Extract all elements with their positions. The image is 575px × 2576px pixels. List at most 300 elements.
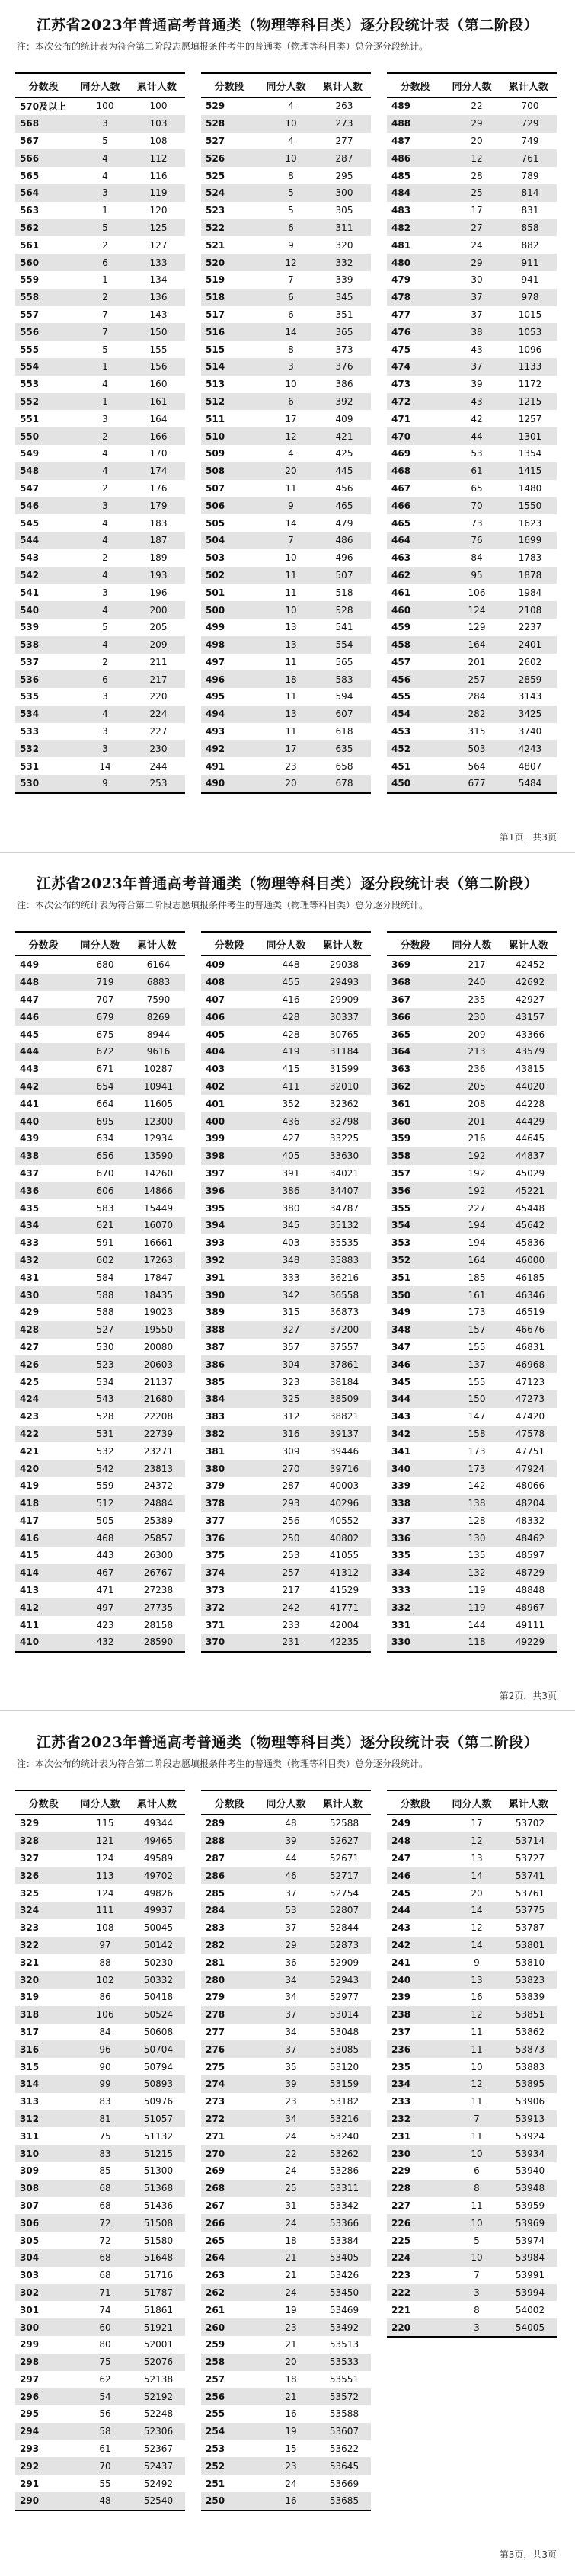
page-note: 注：本次公布的统计表为符合第二阶段志愿填报条件考生的普通类（物理等科目类）总分逐分段统计。 (17, 900, 429, 910)
cumulative-cell: 31599 (329, 1064, 359, 1075)
count-cell: 185 (468, 1272, 486, 1283)
cumulative-cell: 53913 (515, 2113, 545, 2124)
cumulative-cell: 150 (149, 326, 168, 338)
cumulative-cell: 23813 (143, 1463, 174, 1474)
count-cell: 6 (288, 309, 294, 320)
score-cell: 379 (206, 1480, 225, 1492)
score-cell: 562 (20, 222, 40, 233)
count-cell: 157 (468, 1324, 486, 1336)
cumulative-cell: 48729 (515, 1567, 545, 1579)
score-cell: 415 (20, 1550, 40, 1561)
cumulative-cell: 911 (521, 257, 539, 268)
cumulative-cell: 47751 (515, 1445, 545, 1457)
count-cell: 3 (102, 500, 108, 511)
count-cell: 29 (471, 118, 483, 130)
table-row (15, 427, 185, 445)
count-cell: 100 (96, 101, 114, 112)
cumulative-cell: 50524 (143, 2009, 174, 2021)
score-cell: 475 (391, 344, 411, 355)
table-body (387, 956, 557, 1653)
table-row (387, 1026, 557, 1043)
table-row (15, 115, 185, 133)
score-cell: 467 (391, 482, 411, 494)
count-cell: 39 (471, 379, 483, 390)
table-row (15, 1112, 185, 1130)
cumulative-cell: 479 (335, 517, 353, 529)
cumulative-cell: 9616 (146, 1046, 171, 1058)
score-cell: 466 (391, 500, 411, 511)
table-row (387, 2127, 557, 2145)
score-cell: 513 (206, 379, 225, 390)
table-row (15, 2457, 185, 2475)
count-cell: 42 (471, 413, 483, 424)
table-row (15, 1269, 185, 1286)
table-row (201, 1355, 371, 1373)
count-cell: 194 (468, 1237, 486, 1249)
count-cell: 135 (468, 1550, 486, 1561)
table-row (387, 184, 557, 202)
count-cell: 38 (471, 326, 483, 338)
score-cell: 242 (391, 1939, 411, 1950)
table-row (15, 1512, 185, 1530)
cumulative-cell: 39137 (329, 1428, 359, 1439)
count-cell: 111 (96, 1905, 114, 1916)
count-cell: 2 (102, 656, 108, 667)
score-cell: 220 (391, 2322, 411, 2333)
cumulative-cell: 287 (335, 152, 353, 164)
score-cell: 436 (20, 1185, 40, 1196)
cumulative-cell: 166 (149, 430, 168, 442)
count-cell: 530 (96, 1341, 114, 1352)
cumulative-cell: 52001 (143, 2339, 174, 2350)
cumulative-cell: 42235 (329, 1637, 359, 1648)
table-row (387, 1147, 557, 1165)
score-cell: 450 (391, 778, 411, 789)
count-cell: 121 (96, 1835, 114, 1847)
table-row (201, 1547, 371, 1564)
table-row (15, 1867, 185, 1884)
table-row (15, 2040, 185, 2058)
count-cell: 37 (285, 1922, 297, 1934)
count-cell: 164 (468, 639, 486, 651)
cumulative-cell: 14260 (143, 1167, 174, 1179)
count-cell: 1 (102, 274, 108, 286)
count-cell: 345 (282, 1220, 300, 1231)
table-row (15, 670, 185, 688)
cumulative-cell: 53984 (515, 2252, 545, 2264)
count-cell: 128 (468, 1515, 486, 1526)
cumulative-cell: 34021 (329, 1167, 359, 1179)
score-cell: 438 (20, 1150, 40, 1162)
count-cell: 236 (468, 1064, 486, 1075)
score-cell: 519 (206, 274, 225, 286)
count-cell: 348 (282, 1254, 300, 1266)
count-cell: 20 (471, 1887, 483, 1899)
count-cell: 527 (96, 1324, 114, 1336)
cumulative-cell: 53469 (329, 2304, 359, 2315)
count-cell: 53 (471, 448, 483, 459)
table-row (15, 1564, 185, 1582)
cumulative-cell: 311 (335, 222, 353, 233)
count-cell: 142 (468, 1480, 486, 1492)
count-cell: 497 (96, 1602, 114, 1613)
cumulative-cell: 53182 (329, 2096, 359, 2107)
score-cell: 285 (206, 1887, 225, 1899)
table-row (387, 1390, 557, 1408)
count-cell: 672 (96, 1046, 114, 1058)
score-cell: 373 (206, 1585, 225, 1596)
table-row (201, 2024, 371, 2041)
table-row (387, 1304, 557, 1321)
cumulative-cell: 320 (335, 239, 353, 251)
count-cell: 503 (468, 743, 486, 754)
score-cell: 509 (206, 448, 225, 459)
count-cell: 3 (474, 2286, 480, 2298)
count-cell: 528 (96, 1411, 114, 1422)
count-cell: 34 (285, 1974, 297, 1986)
table-row (15, 1598, 185, 1616)
score-cell: 511 (206, 413, 225, 424)
table-row (201, 1512, 371, 1530)
cumulative-cell: 295 (335, 170, 353, 181)
table-row (201, 2214, 371, 2232)
score-cell: 264 (206, 2252, 225, 2264)
score-cell: 474 (391, 361, 411, 373)
count-cell: 25 (285, 2183, 297, 2194)
table-row (387, 427, 557, 445)
cumulative-cell: 24372 (143, 1480, 174, 1492)
count-cell: 235 (468, 994, 486, 1005)
table-row (201, 2492, 371, 2510)
count-cell: 11 (285, 656, 297, 667)
cumulative-cell: 26300 (143, 1550, 174, 1561)
score-cell: 563 (20, 205, 40, 216)
cumulative-cell: 37557 (329, 1341, 359, 1352)
cumulative-cell: 53262 (329, 2148, 359, 2159)
cumulative-cell: 53969 (515, 2217, 545, 2229)
table-row (15, 974, 185, 991)
score-cell: 419 (20, 1480, 40, 1492)
count-cell: 28 (471, 170, 483, 181)
cumulative-cell: 29909 (329, 994, 359, 1005)
table-row (387, 1061, 557, 1078)
table-column-3 (387, 931, 557, 1653)
score-cell: 555 (20, 344, 40, 355)
table-row (15, 1426, 185, 1443)
score-cell: 447 (20, 994, 40, 1005)
count-cell: 48 (285, 1818, 297, 1829)
score-cell: 422 (20, 1428, 40, 1439)
table-row (201, 1043, 371, 1061)
score-cell: 540 (20, 604, 40, 616)
table-row (15, 757, 185, 775)
table-row (15, 1937, 185, 1954)
table-row (201, 740, 371, 757)
cumulative-cell: 1550 (518, 500, 542, 511)
cumulative-cell: 8944 (146, 1029, 171, 1040)
table-column-2 (201, 72, 371, 794)
cumulative-cell: 52437 (143, 2460, 174, 2472)
score-cell: 363 (391, 1064, 411, 1075)
cumulative-cell: 729 (521, 118, 539, 130)
cumulative-cell: 48204 (515, 1498, 545, 1509)
table-row (387, 1199, 557, 1217)
column-header: 同分人数 (266, 1798, 306, 1810)
count-cell: 8 (474, 2304, 480, 2315)
column-header: 累计人数 (508, 939, 548, 952)
cumulative-cell: 365 (335, 326, 353, 338)
cumulative-cell: 445 (335, 466, 353, 477)
table-row (387, 2093, 557, 2110)
cumulative-cell: 42452 (515, 959, 545, 971)
table-row (15, 1495, 185, 1512)
count-cell: 29 (471, 257, 483, 268)
score-cell: 324 (20, 1905, 40, 1916)
cumulative-cell: 50704 (143, 2043, 174, 2055)
score-cell: 338 (391, 1498, 411, 1509)
count-cell: 106 (468, 587, 486, 598)
table-row (15, 723, 185, 741)
cumulative-cell: 53450 (329, 2286, 359, 2298)
column-header: 同分人数 (80, 939, 120, 952)
score-cell: 482 (391, 222, 411, 233)
score-cell: 353 (391, 1237, 411, 1249)
score-cell: 297 (20, 2373, 40, 2385)
cumulative-cell: 1257 (518, 413, 542, 424)
table-row (201, 254, 371, 271)
table-row (387, 1321, 557, 1339)
table-row (15, 549, 185, 567)
table-row (387, 149, 557, 167)
score-cell: 244 (391, 1905, 411, 1916)
count-cell: 287 (282, 1480, 300, 1492)
table-row (387, 706, 557, 723)
table-row (201, 1199, 371, 1217)
count-cell: 309 (282, 1445, 300, 1457)
cumulative-cell: 465 (335, 500, 353, 511)
score-cell: 515 (206, 344, 225, 355)
cumulative-cell: 52540 (143, 2495, 174, 2507)
cumulative-cell: 224 (149, 709, 168, 720)
count-cell: 505 (96, 1515, 114, 1526)
table-row (15, 2267, 185, 2284)
cumulative-cell: 1623 (518, 517, 542, 529)
cumulative-cell: 53741 (515, 1870, 545, 1881)
score-cell: 393 (206, 1237, 225, 1249)
count-cell: 5 (102, 344, 108, 355)
score-cell: 501 (206, 587, 225, 598)
table-row (201, 2336, 371, 2354)
cumulative-cell: 50608 (143, 2026, 174, 2037)
count-cell: 97 (99, 1939, 111, 1950)
cumulative-cell: 53572 (329, 2391, 359, 2402)
table-row (201, 1408, 371, 1426)
score-cell: 346 (391, 1358, 411, 1370)
count-cell: 173 (468, 1307, 486, 1318)
count-cell: 423 (96, 1619, 114, 1630)
cumulative-cell: 53702 (515, 1818, 545, 1829)
table-row (201, 1971, 371, 1989)
cumulative-cell: 8269 (146, 1011, 171, 1022)
table-row (201, 1442, 371, 1460)
score-cell: 473 (391, 379, 411, 390)
cumulative-cell: 51861 (143, 2304, 174, 2315)
table-row (387, 393, 557, 411)
table-row (15, 323, 185, 341)
count-cell: 12 (471, 1922, 483, 1934)
column-header: 累计人数 (136, 1798, 177, 1810)
cumulative-cell: 658 (335, 760, 353, 772)
cumulative-cell: 20603 (143, 1358, 174, 1370)
score-cell: 290 (20, 2495, 40, 2507)
cumulative-cell: 112 (149, 152, 168, 164)
cumulative-cell: 51132 (143, 2130, 174, 2142)
table-row (387, 1095, 557, 1112)
cumulative-cell: 125 (149, 222, 168, 233)
table-row (201, 341, 371, 358)
cumulative-cell: 3143 (518, 691, 542, 702)
count-cell: 129 (468, 622, 486, 633)
count-cell: 230 (468, 1011, 486, 1022)
cumulative-cell: 50893 (143, 2078, 174, 2090)
table-row (387, 2110, 557, 2128)
cumulative-cell: 22208 (143, 1411, 174, 1422)
table-row (15, 636, 185, 654)
count-cell: 6 (102, 674, 108, 685)
score-cell: 559 (20, 274, 40, 286)
table-row (15, 1460, 185, 1477)
count-cell: 37 (285, 2009, 297, 2021)
count-cell: 19 (285, 2426, 297, 2437)
table-row (201, 1182, 371, 1199)
score-cell: 358 (391, 1150, 411, 1162)
cumulative-cell: 53839 (515, 1992, 545, 2003)
table-row (15, 462, 185, 480)
cumulative-cell: 831 (521, 205, 539, 216)
score-cell: 320 (20, 1974, 40, 1986)
count-cell: 11 (471, 2096, 483, 2107)
count-cell: 386 (282, 1185, 300, 1196)
score-cell: 266 (206, 2217, 225, 2229)
score-cell: 224 (391, 2252, 411, 2264)
cumulative-cell: 52306 (143, 2426, 174, 2437)
table-row (387, 219, 557, 237)
score-cell: 532 (20, 743, 40, 754)
score-cell: 277 (206, 2026, 225, 2037)
table-row (387, 1884, 557, 1902)
column-header: 同分人数 (80, 1798, 120, 1810)
cumulative-cell: 43579 (515, 1046, 545, 1058)
cumulative-cell: 21137 (143, 1376, 174, 1387)
cumulative-cell: 53991 (515, 2270, 545, 2281)
table-row (15, 2214, 185, 2232)
score-cell: 257 (206, 2373, 225, 2385)
score-cell: 225 (391, 2235, 411, 2246)
table-row (201, 723, 371, 741)
table-row (387, 2180, 557, 2197)
score-cell: 392 (206, 1254, 225, 1266)
table-row (387, 1043, 557, 1061)
count-cell: 2 (102, 482, 108, 494)
score-cell: 387 (206, 1341, 225, 1352)
count-cell: 83 (99, 2096, 111, 2107)
score-cell: 507 (206, 482, 225, 494)
score-cell: 500 (206, 604, 225, 616)
cumulative-cell: 53426 (329, 2270, 359, 2281)
count-cell: 25 (471, 187, 483, 199)
score-cell: 306 (20, 2217, 40, 2229)
count-cell: 584 (96, 1272, 114, 1283)
score-cell: 339 (391, 1480, 411, 1492)
count-cell: 5 (102, 135, 108, 146)
cumulative-cell: 53384 (329, 2235, 359, 2246)
score-cell: 478 (391, 292, 411, 303)
cumulative-cell: 42692 (515, 977, 545, 988)
score-cell: 463 (391, 552, 411, 564)
cumulative-cell: 6883 (146, 977, 171, 988)
score-cell: 518 (206, 292, 225, 303)
score-cell: 546 (20, 500, 40, 511)
cumulative-cell: 49826 (143, 1887, 174, 1899)
count-cell: 467 (96, 1567, 114, 1579)
table-row (15, 740, 185, 757)
cumulative-cell: 36873 (329, 1307, 359, 1318)
count-cell: 7 (288, 274, 294, 286)
score-cell: 318 (20, 2009, 40, 2021)
score-cell: 283 (206, 1922, 225, 1934)
table-row (15, 1182, 185, 1199)
count-cell: 155 (468, 1376, 486, 1387)
score-cell: 477 (391, 309, 411, 320)
table-row (387, 514, 557, 532)
cumulative-cell: 53588 (329, 2408, 359, 2420)
count-cell: 316 (282, 1428, 300, 1439)
table-row (387, 1582, 557, 1599)
score-cell: 352 (391, 1254, 411, 1266)
table-row (15, 584, 185, 601)
cumulative-cell: 52192 (143, 2391, 174, 2402)
count-cell: 6 (288, 222, 294, 233)
score-cell: 335 (391, 1550, 411, 1561)
score-cell: 526 (206, 152, 225, 164)
page-note: 注：本次公布的统计表为符合第二阶段志愿填报条件考生的普通类（物理等科目类）总分逐分段统计。 (17, 1758, 429, 1769)
count-cell: 677 (468, 778, 486, 789)
count-cell: 119 (468, 1585, 486, 1596)
score-cell: 261 (206, 2304, 225, 2315)
table-row (387, 1426, 557, 1443)
count-cell: 3 (102, 118, 108, 130)
count-cell: 4 (102, 379, 108, 390)
table-row (201, 1884, 371, 1902)
count-cell: 73 (471, 517, 483, 529)
cumulative-cell: 52076 (143, 2357, 174, 2368)
count-cell: 68 (99, 2252, 111, 2264)
count-cell: 43 (471, 344, 483, 355)
table-row (387, 497, 557, 514)
score-cell: 232 (391, 2113, 411, 2124)
count-cell: 34 (285, 2026, 297, 2037)
count-cell: 209 (468, 1029, 486, 1040)
table-row (201, 1061, 371, 1078)
count-cell: 2 (102, 552, 108, 564)
cumulative-cell: 38509 (329, 1394, 359, 1405)
score-cell: 319 (20, 1992, 40, 2003)
column-header: 累计人数 (508, 1798, 548, 1810)
cumulative-cell: 53862 (515, 2026, 545, 2037)
table-row (387, 2318, 557, 2336)
column-header: 分数段 (214, 939, 244, 952)
column-header: 同分人数 (452, 81, 492, 93)
